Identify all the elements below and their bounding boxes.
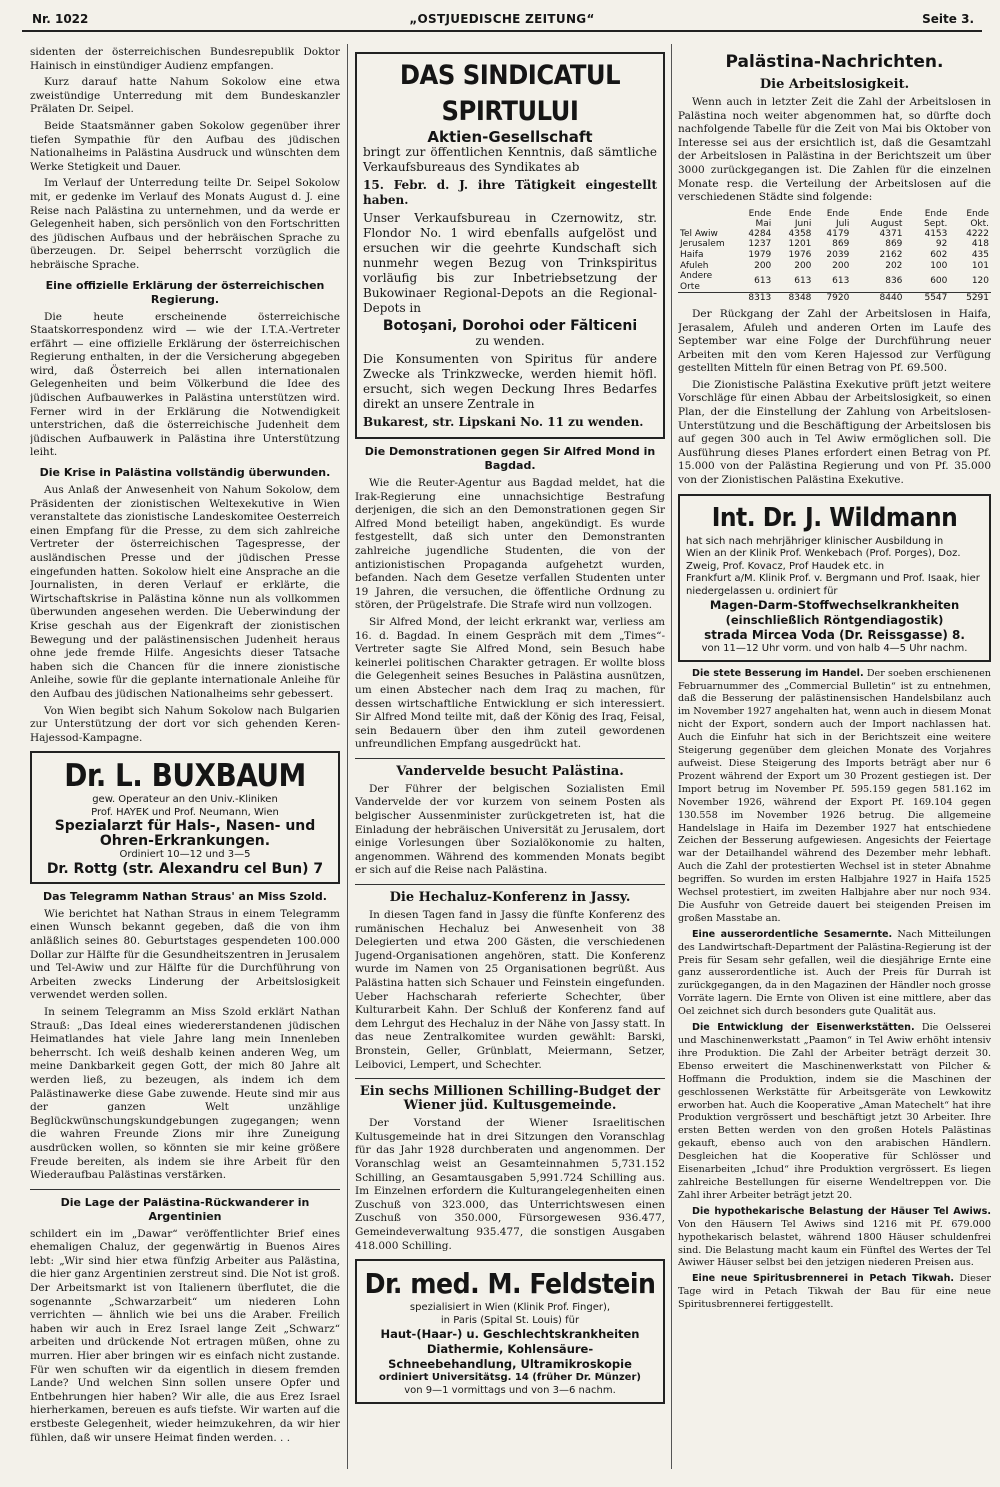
advertisement-wildmann (678, 494, 991, 662)
ad-line: spezialisiert in Wien (Klinik Prof. Finger), (409, 1302, 611, 1314)
column-2 (355, 46, 665, 1466)
ad-date: 15. Febr. d. J. ihre Tätigkeit eingestellt haben. (363, 178, 657, 207)
note-title: Eine ausserordentliche Sesamernte. (692, 928, 893, 940)
paragraph: Im Verlauf der Unterredung teilte Dr. Seipel Sokolow mit, er gedenke im Verlauf des Monats August d. J. eine Reise nach Palästina zu unternehmen, und da werde er Gelegenheit haben, sich persönlich von den Fortschritten des jüdischen Aufbaus und der hebräischen Sprache zu überzeugen. Dr. Seipel beherrscht vorzüglich die hebräische Sprache. (30, 177, 340, 271)
article-headline: Vandervelde besucht Palästina. (396, 763, 624, 779)
table-cell: 4179 (826, 228, 850, 239)
ad-address: Bukarest, str. Lipskani No. 11 zu wenden. (363, 415, 644, 429)
ad-text: Die Konsumenten von Spiritus für andere Zwecke als Trinkzwecke, werden hiemit höfl. ersucht, sich wegen Deckung Ihres Bedarfes direkt an unsere Zentrale in (363, 352, 657, 411)
note-title: Die stete Besserung im Handel. (692, 667, 864, 679)
advertisement-buxbaum (30, 751, 340, 884)
table-cell: 200 (754, 260, 772, 271)
article-headline: Eine offizielle Erklärung der österreichischen Regierung. (45, 278, 325, 306)
table-cell: 435 (971, 249, 989, 260)
table-header: Ende August (870, 208, 903, 229)
paragraph: In diesen Tagen fand in Jassy die fünfte Konferenz des rumänischen Hechaluz bei Anwesenheit von 38 Delegierten und etwa 200 Gästen, die verschiedenen Jugend-Organisationen angehören, statt. Die Konferenz wurde im Namen von 25 Organisationen begrüßt. Aus Palästina hatten sich Schauer und Feinstein eingefunden. Ueber Hachscharah referierte Schechter, über Kulturarbeit Kahn. Der Schluß der Konferenz fand auf dem Lehrgut des Hechaluz in der Nähe von Jassy statt. In das neue Zentralkomitee wurden gewählt: Barski, Bronstein, Geller, Grünblatt, Meiermann, Setzer, Leibovici, Lempert, und Schechter. (355, 909, 665, 1071)
news-notes (678, 668, 991, 1312)
page-number: Seite 3. (922, 12, 974, 26)
column-divider (671, 44, 672, 1469)
table-cell: 5547 (904, 293, 949, 304)
ad-specialty: Magen-Darm-Stoffwechselkrankheiten (einschließlich Röntgendiagostik) (709, 598, 960, 628)
paragraph: In seinem Telegramm an Miss Szold erklärt Nathan Strauß: „Das Ideal eines wiedererstandenen jüdischen Heimatlandes hat viele Jahre lang mein Innenleben beherrscht. Ich weiß deshalb keinen anderen Weg, um meine Dankbarkeit gegen Gott, der mich 80 Jahre alt werden ließ, zu bezeugen, als indem ich dem Palästinawerke diese Gabe zuwende. Heute sind mir aus der ganzen Welt unzählige Beglückwünschungskundgebungen zugegangen; wenn die wahren Freunde Zions mir ihre Zuneigung ausdrücken wollen, so könnten sie mir keine größere Freude bereiten, als indem sie ihre Arbeit für den Wiederaufbau Palästinas verstärken. (30, 1005, 340, 1182)
table-cell: 4284 (748, 228, 772, 239)
paragraph: Wenn auch in letzter Zeit die Zahl der Arbeitslosen in Palästina noch weiter abgenommen hat, so dürfte doch nachfolgende Tabelle für die Zeit von Mai bis Oktober von Interesse sei aus der ersichtlich ist, daß die Gesamtzahl der Arbeitslosen in Palästina in der Berichtszeit um über 3000 zurückgegangen ist. Die Zahlen für die einzelnen Monate resp. die Verteilung der Arbeitslosen auf die verschiedenen Städte sind folgende: (678, 96, 991, 204)
table-cell: 1976 (788, 249, 812, 260)
table-cell: 200 (794, 260, 812, 271)
table-cell: 869 (832, 239, 850, 250)
article-headline: Das Telegramm Nathan Straus' an Miss Szold. (43, 889, 327, 903)
ad-line: hat sich nach mehrjähriger klinischer Ausbildung in (686, 535, 944, 547)
advertisement-sindicatul (355, 52, 665, 439)
table-cell: Afuleh (680, 260, 709, 271)
paragraph: sidenten der österreichischen Bundesrepublik Doktor Hainisch in einstündiger Audienz empfangen. (30, 46, 340, 72)
unemployment-table (678, 209, 991, 304)
table-cell: Tel Awiw (680, 228, 718, 239)
page-header (22, 8, 982, 28)
article-headline: Die Krise in Palästina vollständig überwunden. (39, 466, 331, 480)
note-text: Dieser Tage wird in Petach Tikwah der Bau für eine neue Spiritusbrennerei fertiggestellt. (678, 1273, 991, 1311)
divider (30, 1189, 340, 1190)
news-note (678, 1273, 991, 1312)
table-cell: 1979 (748, 249, 772, 260)
ad-subtitle: Aktien-Gesellschaft (427, 128, 593, 146)
table-cell: 100 (930, 260, 948, 271)
table-row (678, 239, 991, 250)
paragraph: schildert ein im „Dawar“ veröffentlichter Brief eines ehemaligen Chaluz, der gegenwärtig in Buenos Aires lebt: „Wir sind hier etwa fünfzig Arbeiter aus Palästina, die hier ganz Argentinien zerstreut sind. Die Not ist groß. Der Arbeitsmarkt ist von Italienern überflutet, die die sogenannte „Schwarzarbeit“ um niederen Lohn verrichten — ähnlich wie bei uns die Araber. Freilich haben wir auch in Erez Israel lange Zeit „Schwarz“ arbeiten und drückende Not ertragen müßen, ohne zu murren. Hier aber bringen wir es einfach nicht zustande. Für wen schuften wir da eigentlich in diesem fremden Lande? Und welchen Sinn sollen unsere Opfer und Entbehrungen hier haben? Wir alle, die aus Erez Israel hierherkamen, bereuen es aufs tiefste. Wir warten auf die erstbeste Gelegenheit, wieder heimzukehren, da wir hier fühlen, daß wir unsere Heimat finden werden. . . (30, 1227, 340, 1444)
table-cell: 2162 (879, 249, 903, 260)
table-cell: 4153 (924, 228, 948, 239)
table-cell: Andere Orte (680, 271, 713, 292)
table-cell: 8313 (734, 293, 774, 304)
ad-hours: Ordiniert 10—12 und 3—5 (119, 849, 251, 861)
table-cell: 613 (754, 276, 772, 287)
table-cell: 8440 (851, 293, 904, 304)
note-title: Eine neue Spiritusbrennerei in Petach Tikwah. (692, 1273, 955, 1285)
ad-specialty: Haut-(Haar-) u. Geschlechtskrankheiten Diathermie, Kohlensäure-Schneebehandlung, Ultramikroskopie (380, 1327, 640, 1372)
divider (355, 1078, 665, 1079)
divider (355, 884, 665, 885)
table-header: Ende Juni (788, 208, 812, 229)
ad-title: Int. Dr. J. Wildmann (711, 502, 958, 533)
table-header: Ende Okt. (966, 208, 989, 229)
ad-title: DAS SINDICATUL SPIRTULUI (399, 60, 621, 127)
ad-address: strada Mircea Voda (Dr. Reissgasse) 8. (704, 628, 965, 643)
ad-title: Dr. med. M. Feldstein (364, 1267, 656, 1301)
table-cell: Haifa (680, 249, 704, 260)
table-header: Ende Sept. (924, 208, 948, 229)
ad-specialty: Spezialarzt für Hals-, Nasen- und Ohren-Erkrankungen. (54, 818, 316, 850)
paragraph: Wie die Reuter-Agentur aus Bagdad meldet, hat die Irak-Regierung eine unnachsichtige Bestrafung derjenigen, die sich an den Demonstrationen gegen Sir Alfred Mond beteiligt haben, angekündigt. Es wurde festgestellt, daß sich unter den Demonstranten zahlreiche jugendliche Studenten, die von der antizionistischen Propaganda aufgehetzt wurden, befanden. Nach dem Gesetze verfallen Studenten unter 19 Jahren, die versuchen, die öffentliche Ordnung zu stören, der Prügelstrafe. Die Strafe wird nun vollzogen. (355, 477, 665, 612)
ad-text: zu wenden. (475, 334, 545, 348)
news-note (678, 929, 991, 1019)
table-cell: 200 (832, 260, 850, 271)
header-rule (22, 30, 982, 32)
table-cell: 613 (794, 276, 812, 287)
paragraph: Der Führer der belgischen Sozialisten Emil Vandervelde der vor kurzem von seinem Posten als belgischer Aussenminister zurückgetreten ist, hat die Einladung der hebräischen Universität zu Jerusalem, dort einige Vorlesungen über Sozialökonomie zu halten, angenommen. Während des kommenden Monats begibt er sich auf die Reise nach Palästina. (355, 782, 665, 877)
table-header (678, 209, 734, 229)
advertisement-feldstein (355, 1259, 665, 1404)
table-cell: 418 (971, 239, 989, 250)
article-headline: Ein sechs Millionen Schilling-Budget der Wiener jüd. Kultusgemeinde. (359, 1084, 661, 1114)
table-cell: 4358 (788, 228, 812, 239)
article-headline: Die Arbeitslosigkeit. (759, 77, 910, 92)
ad-cities: Botoşani, Dorohoi oder Fălticeni (382, 318, 638, 334)
paragraph: Beide Staatsmänner gaben Sokolow gegenüber ihrer tiefen Sympathie für den Aufbau des jüdischen Nationalheims in Palästina Ausdruck und wünschten dem Werke Stetigkeit und Dauer. (30, 119, 340, 173)
table-cell: 2039 (826, 249, 850, 260)
table-cell: Jerusalem (680, 239, 725, 250)
table-cell (678, 293, 734, 304)
note-text: Nach Mitteilungen des Landwirtschaft-Department der Palästina-Regierung ist der Preis für Sesam sehr gefallen, weil die diesjährige Ernte eine ganz ausserordentliche ist. Auch der Preis für Durrah ist zurückgegangen, da in den Magazinen der Händler noch grosse Vorräte lagern. Die Ernte von Oliven ist eine mittlere, aber das Oel zeichnet sich durch besonders gute Qualität aus. (678, 928, 991, 1018)
column-1 (30, 46, 340, 1466)
table-cell: 4222 (966, 228, 989, 239)
table-header: Ende Mai (748, 208, 772, 229)
table-row (678, 250, 991, 261)
article-headline: Die Hechaluz-Konferenz in Jassy. (389, 890, 631, 906)
newspaper-title: „OSTJUEDISCHE ZEITUNG“ (409, 12, 595, 26)
table-cell: 92 (935, 239, 948, 250)
table-row (678, 271, 991, 293)
ad-address: ordiniert Universitätsg. 14 (früher Dr. Münzer) (379, 1372, 641, 1384)
note-title: Die hypothekarische Belastung der Häuser Tel Awiws. (692, 1205, 991, 1217)
paragraph: Der Vorstand der Wiener Israelitischen Kultusgemeinde hat in drei Sitzungen den Voranschlag für das Jahr 1928 durchberaten und angenommen. Der Voranschlag weist an Gesamteinnahmen 5,731.152 Schilling, an Gesamtausgaben 5,991.724 Schilling aus. Im Einzelnen erfordern die Kulturangelegenheiten einen Zuschuß von 323.000, das Unterrichtswesen einen Zuschuß von 350.000, Fürsorgewesen 936.477, Gemeindeverwaltung 935.477, die sonstigen Ausgaben 418.000 Schilling. (355, 1117, 665, 1252)
table-header-row (678, 209, 991, 229)
news-note (678, 1022, 991, 1203)
issue-number: Nr. 1022 (32, 12, 89, 26)
article-headline: Die Demonstrationen gegen Sir Alfred Mond in Bagdad. (364, 445, 656, 472)
table-cell: 202 (885, 260, 903, 271)
ad-line: Wien an der Klinik Prof. Wenkebach (Prof. Porges), Doz. Zweig, Prof. Kovacz, Prof Haudek etc. in (686, 548, 961, 572)
ad-line: Prof. HAYEK und Prof. Neumann, Wien (91, 806, 279, 818)
paragraph: Der Rückgang der Zahl der Arbeitslosen in Haifa, Jerasalem, Afuleh und anderen Orten im Laufe des September war eine Folge der Durchführung neuer Arbeiten mit den vom Keren Hajessod zur Verfügung gestellten Mitteln für einen Betrag von Pf. 69.500. (678, 307, 991, 375)
table-cell: 1237 (748, 239, 772, 250)
ad-line: in Paris (Spital St. Louis) für (440, 1314, 580, 1326)
ad-line: Frankfurt a/M. Klinik Prof. v. Bergmann und Prof. Isaak, hier niedergelassen u. ordiniert für (686, 573, 980, 597)
table-cell: 5291 (949, 293, 991, 304)
ad-hours: von 9—1 vormittags und von 3—6 nachm. (404, 1384, 616, 1396)
note-text: Die Oelsserei und Maschinenwerkstatt „Paamon“ in Tel Awiw erhöht intensiv ihre Produktion. Die Zahl der Arbeiter beträgt derzeit 30. Ebenso erweitert die Maschinenwerkstatt von Pilcher & Hoffmann die Produktion, indem sie die Maschinen der geschlossenen Werkstätte für Arbeitsgeräte von Lewkowitz erworben hat. Auch die Kooperative „Aman Matechelt“ hat ihre Produktion vergrössert und beschäftigt jetzt 30 Arbeiter. Ihre ersten Betten werden von den großen Hotels Palästinas gekauft, ebenso auch von den arabischen Händlern. Desgleichen hat die Kooperative für Schlösser und Eisenarbeiten „Ichud“ ihre Produktion vergrössert. Es liegen zahlreiche Bestellungen für eiserne Wendeltreppen vor. Die Zahl ihrer Arbeiter beträgt jetzt 20. (678, 1022, 991, 1201)
paragraph: Die Zionistische Palästina Exekutive prüft jetzt weitere Vorschläge für einen Abbau der Arbeitslosigkeit, so einen Plan, der die Einstellung der Zahlung von Arbeitslosen-Unterstützung und die Beschäftigung der Arbeitslosen bis auf gegen 300 auch in Tel Awiw ermöglichen soll. Die Ausführung dieses Planes erfordert einen Betrag von Pf. 15.000 von der Palästina Regierung und von Pf. 35.000 von der Zionistischen Palästina Exekutive. (678, 378, 991, 487)
news-note (678, 668, 991, 926)
table-cell: 1201 (788, 239, 812, 250)
paragraph: Die heute erscheinende österreichische Staatskorrespondenz wird — wie der I.T.A.-Vertreter erfährt — eine offizielle Erklärung der österreichischen Regierung enthalten, in der die Versicherung abgegeben wird, daß Österreich bei allen internationalen Gelegenheiten und beim Völkerbund die Idee des jüdischen Aufbauwerkes in Palästina unterstützen wird. Ferner wird in der Erklärung die Notwendigkeit unterstrichen, daß die österreichische Judenheit dem jüdischen Aufbauwerk in Palästina ihre Unterstützung leiht. (30, 310, 340, 459)
ad-title: Dr. L. BUXBAUM (64, 758, 306, 795)
note-text: Von den Häusern Tel Awiws sind 1216 mit Pf. 679.000 hypothekarisch belastet, während 1800 Häuser schuldenfrei sind. Die Belastung macht kaum ein Fünftel des Wertes der Tel Awiwer Häuser selbst bei den jetzigen niederen Preisen aus. (678, 1218, 991, 1269)
table-cell: 7920 (813, 293, 851, 304)
divider (355, 758, 665, 759)
table-header: Ende Juli (826, 208, 850, 229)
news-note (678, 1206, 991, 1271)
table-cell: 613 (832, 276, 850, 287)
paragraph: Sir Alfred Mond, der leicht erkrankt war, verliess am 16. d. Bagdad. In einem Gespräch mit dem „Times“-Vertreter sagte Sie Alfred Mond, sein Besuch habe keinerlei politischen Charakter getragen. Er wollte bloss die Gelegenheit seines Besuches in Palästina ausnützen, um einen Abstecher nach dem Iraq zu machen, für dessen wirtschaftliche Entwicklung er sich interessiert. Sir Alfred Mond teilte mit, daß der König des Iraq, Feisal, sein Bedauern über den ihm zuteil gewordenen unfreundlichen Empfang ausgedrückt hat. (355, 615, 665, 751)
table-cell: 869 (885, 239, 903, 250)
table-cell: 101 (971, 260, 989, 271)
paragraph: Aus Anlaß der Anwesenheit von Nahum Sokolow, dem Präsidenten der zionistischen Weltexekutive in Wien veranstaltete das zionistische Landeskomitee Oesterreich einen Empfang für die Presse, zu dem sich zahlreiche Vertreter der österreichischen Tagespresse, der ausländischen Presse und der jüdischen Presse eingefunden hatten. Sokolow hielt eine Ansprache an die Journalisten, in deren Verlauf er erklärte, die Wirtschaftskrise in Palästina könne nun als vollkommen überwunden angesehen werden. Die Ueberwindung der Krise geschah aus der Eigenkraft der zionistischen Bewegung und der palästinensischen Judenheit heraus ohne jede fremde Hilfe. Angesichts dieser Tatsache haben sich die Chancen für die innere zionistische Anleihe, sowie für die geplante internationale Anleihe für den Aufbau des jüdischen Nationalheims sehr gebessert. (30, 484, 340, 700)
ad-text: Unser Verkaufsbureau in Czernowitz, str. Flondor No. 1 wird ebenfalls aufgelöst und ersuchen wir die geehrte Kundschaft sich nunmehr wegen Bezug von Trinkspiritus vorläufig bis zur Inbetriebsetzung der Bukowinaer Regional-Depots an die Regional-Depots in (363, 211, 657, 315)
paragraph: Von Wien begibt sich Nahum Sokolow nach Bulgarien zur Unterstützung der dort vor sich gehenden Keren-Hajessod-Kampagne. (30, 704, 340, 744)
section-title: Palästina-Nachrichten. (725, 52, 944, 72)
column-3 (678, 46, 991, 1466)
table-cell: 8348 (773, 293, 813, 304)
table-cell: 120 (971, 276, 989, 287)
table-cell: 4371 (879, 228, 903, 239)
note-text: Der soeben erschienenen Februarnummer des „Commercial Bulletin“ ist zu entnehmen, daß die Besserung der palästinensischen Handelsbilanz auch im November 1927 angehalten hat, wenn auch in diesem Monat nicht der Export, sondern auch der Import nachlassen hat. Auch die Einfuhr hat sich in der Berichtszeit eine weitere Steigerung gegenüber dem gleichen Monate des Vorjahres aufweist. Diese Steigerung des Imports beträgt aber nur 6 Prozent während der Export um 30 Prozent gestiegen ist. Der Import betrug im November Pf. 595.159 gegen 581.162 im November 1926, während der Export Pf. 169.104 gegen 130.558 im November 1926 betrug. Die allgemeine Handelslage in Haifa im Dezember 1927 hat entschiedene Zeichen der Besserung aufgewiesen. Angesichts der Feiertage war der Detailhandel während des Dezember mehr lebhaft. Auch die Zahl der protestierten Wechsel ist in steter Abnahme begriffen. So wurden im ersten Halbjahre 1927 in Haifa 1525 Wechsel protestiert, im zweiten Halbjahre aber nur noch 934. Die Ausfuhr von Getreide dauert bei steigenden Preisen im großen Masstabe an. (678, 667, 991, 924)
ad-text: bringt zur öffentlichen Kenntnis, daß sämtliche Verkaufsbureaus des Syndikates ab (363, 145, 657, 174)
column-divider (347, 44, 348, 1469)
table-row (678, 261, 991, 272)
table-cell: 602 (930, 249, 948, 260)
ad-address: Dr. Rottg (str. Alexandru cel Bun) 7 (46, 860, 324, 877)
table-cell: 836 (885, 276, 903, 287)
table-cell: 600 (930, 276, 948, 287)
paragraph: Wie berichtet hat Nathan Straus in einem Telegramm einen Wunsch bekannt gegeben, daß die von ihm anläßlich seines 80. Geburtstages gespendeten 100.000 Dollar zur Hälfte für die Gesundheitszentren in Jerusalem und Tel-Awiw und zur Hälfte für die Durchführung von Arbeiten zwecks Linderung der Arbeitslosigkeit verwendet werden sollen. (30, 907, 340, 1002)
article-headline: Die Lage der Palästina-Rückwanderer in Argentinien (60, 1195, 310, 1223)
table-total-row (678, 293, 991, 304)
table-row (678, 229, 991, 240)
note-title: Die Entwicklung der Eisenwerkstätten. (692, 1022, 915, 1034)
ad-hours: von 11—12 Uhr vorm. und von halb 4—5 Uhr nachm. (701, 643, 968, 655)
paragraph: Kurz darauf hatte Nahum Sokolow eine etwa zweistündige Unterredung mit dem Bundeskanzler Prälaten Dr. Seipel. (30, 76, 340, 116)
ad-line: gew. Operateur an den Univ.-Kliniken (92, 794, 278, 806)
